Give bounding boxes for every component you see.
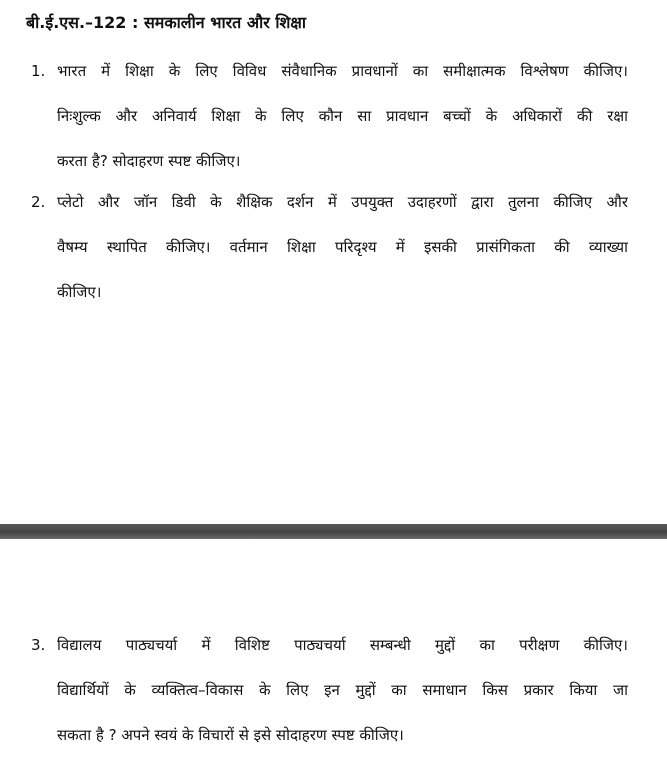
question-line: कीजिए। — [57, 283, 102, 301]
question-number: 1. — [31, 62, 46, 80]
question-line: विद्यालय पाठ्यचर्या में विशिष्ट पाठ्यचर्या सम्बन्धी मुद्दों का परीक्षण कीजिए। — [57, 636, 628, 654]
question-number: 3. — [31, 636, 46, 654]
question-line: प्लेटो और जॉन डिवी के शैक्षिक दर्शन में उपयुक्त उदाहरणों द्वारा तुलना कीजिए और — [57, 193, 628, 211]
question-line: विद्यार्थियों के व्यक्तित्व–विकास के लिए इन मुद्दों का समाधान किस प्रकार किया जा — [57, 681, 628, 699]
question-line: भारत में शिक्षा के लिए विविध संवैधानिक प्रावधानों का समीक्षात्मक विश्लेषण कीजिए। — [57, 62, 628, 80]
question-text — [57, 180, 628, 315]
page-break-divider — [0, 524, 667, 539]
question-line: निःशुल्क और अनिवार्य शिक्षा के लिए कौन सा प्रावधान बच्चों के अधिकारों की रक्षा — [57, 107, 628, 125]
question-text — [57, 49, 628, 184]
question-text — [57, 623, 628, 758]
question-number: 2. — [31, 193, 46, 211]
document-title: बी.ई.एस.–122 : समकालीन भारत और शिक्षा — [26, 13, 306, 32]
question-line: करता है? सोदाहरण स्पष्ट कीजिए। — [57, 152, 241, 170]
question-line: वैषम्य स्थापित कीजिए। वर्तमान शिक्षा परिदृश्य में इसकी प्रासंगिकता की व्याख्या — [57, 238, 628, 256]
question-line: सकता है ? अपने स्वयं के विचारों से इसे सोदाहरण स्पष्ट कीजिए। — [57, 726, 404, 744]
